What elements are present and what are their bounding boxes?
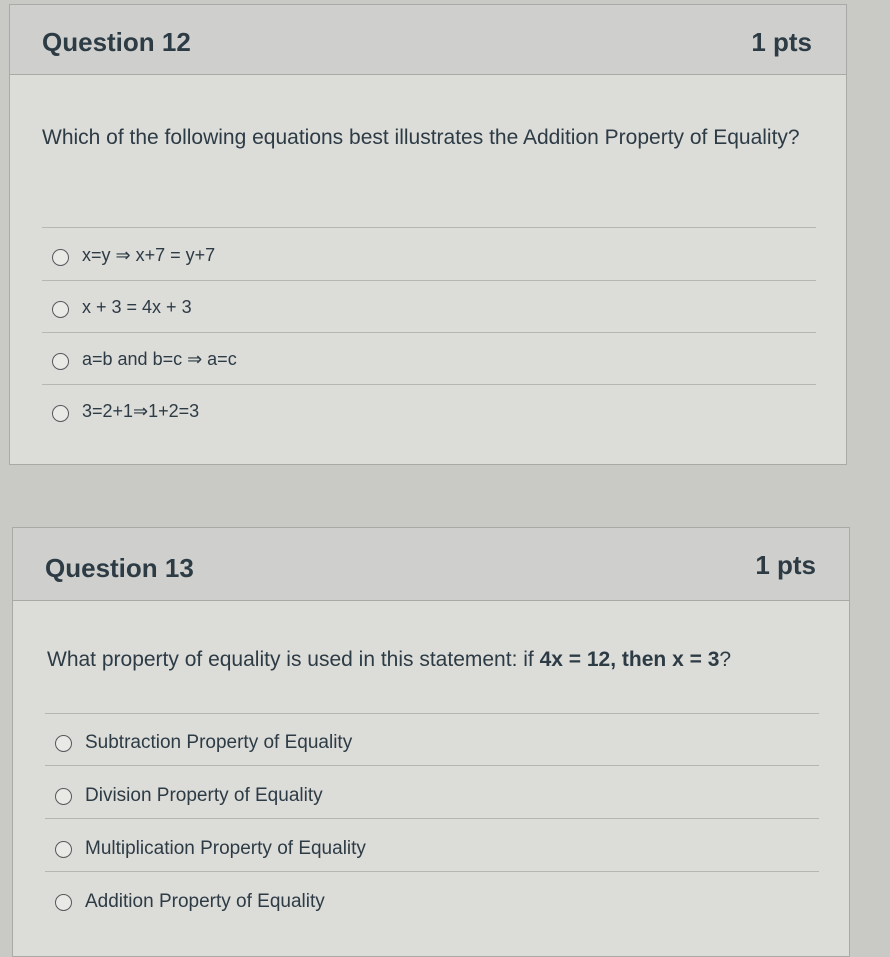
question-13-card: [12, 527, 850, 957]
radio-button-icon[interactable]: [55, 735, 72, 752]
question-title: Question 13: [45, 553, 194, 583]
answer-option[interactable]: [42, 281, 816, 333]
question-header: [10, 5, 846, 75]
radio-button-icon[interactable]: [52, 249, 69, 266]
answer-label: Subtraction Property of Equality: [85, 732, 353, 753]
radio-button-icon[interactable]: [52, 301, 69, 318]
equation-given: 4x = 12: [539, 648, 611, 671]
radio-button-icon[interactable]: [55, 841, 72, 858]
answer-option[interactable]: [45, 820, 819, 872]
radio-button-icon[interactable]: [55, 788, 72, 805]
answer-label: Division Property of Equality: [85, 785, 323, 806]
question-text-mid: , then: [610, 648, 673, 671]
radio-button-icon[interactable]: [52, 353, 69, 370]
answer-option[interactable]: [45, 767, 819, 819]
answer-option[interactable]: [42, 229, 816, 281]
question-12-card: [9, 4, 847, 465]
question-text: [47, 641, 837, 679]
answer-label: 3=2+1⇒1+2=3: [82, 401, 200, 421]
question-text-suffix: ?: [719, 648, 732, 671]
question-points: 1 pts: [755, 550, 816, 580]
answer-label: Multiplication Property of Equality: [85, 838, 366, 859]
answer-option[interactable]: [45, 873, 819, 925]
divider: [42, 227, 816, 228]
radio-button-icon[interactable]: [55, 894, 72, 911]
answer-option[interactable]: [42, 333, 816, 385]
question-text-prefix: What property of equality is used in this statement: if: [47, 648, 540, 671]
question-title: Question 12: [42, 27, 191, 57]
radio-button-icon[interactable]: [52, 405, 69, 422]
answer-option[interactable]: [45, 714, 819, 766]
answer-label: x=y ⇒ x+7 = y+7: [82, 245, 216, 265]
answer-label: Addition Property of Equality: [85, 891, 325, 912]
answer-option[interactable]: [42, 385, 816, 437]
question-text: Which of the following equations best illustrates the Addition Property of Equality?: [42, 126, 800, 149]
question-header: [13, 528, 849, 601]
answer-label: x + 3 = 4x + 3: [82, 297, 192, 317]
answer-label: a=b and b=c ⇒ a=c: [82, 349, 237, 369]
question-points: 1 pts: [751, 27, 812, 57]
equation-result: x = 3: [672, 648, 720, 671]
